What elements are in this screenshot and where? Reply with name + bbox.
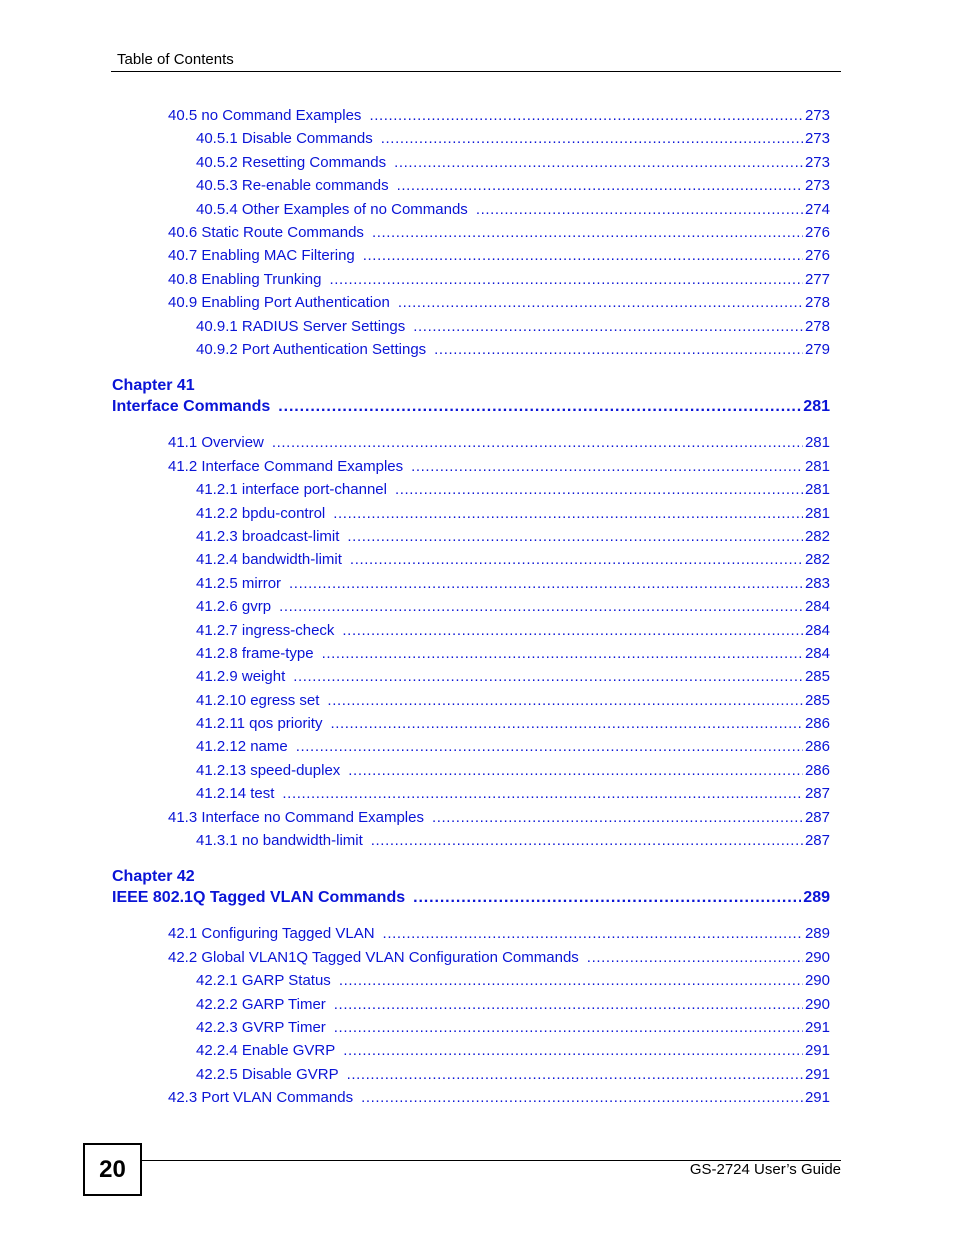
toc-entry-41-2-5[interactable] xyxy=(196,574,830,594)
toc-entry-41-2-8[interactable] xyxy=(196,644,830,664)
toc-entry-label: 40.8 Enabling Trunking xyxy=(168,271,322,288)
dot-leader xyxy=(395,480,803,500)
toc-entry-page: 284 xyxy=(804,645,830,662)
toc-entry-41-2-13[interactable] xyxy=(196,761,830,781)
toc-entry-label: 40.9.1 RADIUS Server Settings xyxy=(196,318,406,335)
dot-leader xyxy=(413,888,801,908)
toc-entry-41-1[interactable] xyxy=(168,433,830,453)
toc-entry-41-2-14[interactable] xyxy=(196,784,830,804)
toc-entry-page: 291 xyxy=(804,1066,830,1083)
dot-leader xyxy=(397,176,803,196)
dot-leader xyxy=(394,153,803,173)
toc-entry-label: 42.2.5 Disable GVRP xyxy=(196,1066,339,1083)
dot-leader xyxy=(369,106,803,126)
toc-entry-page: 282 xyxy=(804,528,830,545)
toc-entry-label: 41.2.13 speed-duplex xyxy=(196,762,341,779)
dot-leader xyxy=(289,574,803,594)
chapter-42-label[interactable]: Chapter 42 xyxy=(112,868,195,885)
toc-entry-42-2-3[interactable] xyxy=(196,1018,830,1038)
toc-entry-label: 41.2 Interface Command Examples xyxy=(168,458,404,475)
toc-entry-label: 40.9.2 Port Authentication Settings xyxy=(196,341,427,358)
toc-entry-41-3[interactable] xyxy=(168,808,830,828)
toc-entry-42-1[interactable] xyxy=(168,924,830,944)
toc-entry-label: 42.2.4 Enable GVRP xyxy=(196,1042,336,1059)
toc-entry-page: 290 xyxy=(804,972,830,989)
toc-entry-label: 41.2.7 ingress-check xyxy=(196,622,335,639)
toc-entry-page: 286 xyxy=(804,715,830,732)
toc-entry-page: 281 xyxy=(804,481,830,498)
toc-entry-label: 41.2.1 interface port-channel xyxy=(196,481,387,498)
dot-leader xyxy=(343,1041,803,1061)
toc-entry-40-5[interactable] xyxy=(168,106,830,126)
toc-entry-label: 41.3.1 no bandwidth-limit xyxy=(196,832,363,849)
page-number: 20 xyxy=(99,1155,126,1183)
toc-entry-41-2-6[interactable] xyxy=(196,597,830,617)
toc-entry-label: 41.2.3 broadcast-limit xyxy=(196,528,340,545)
toc-entry-label: 41.2.6 gvrp xyxy=(196,598,272,615)
toc-entry-40-9-1[interactable] xyxy=(196,317,830,337)
toc-entry-40-7[interactable] xyxy=(168,246,830,266)
dot-leader xyxy=(272,433,803,453)
dot-leader xyxy=(347,1065,803,1085)
dot-leader xyxy=(342,621,803,641)
toc-entry-42-2[interactable] xyxy=(168,948,830,968)
toc-entry-page: 278 xyxy=(804,294,830,311)
toc-entry-41-2-1[interactable] xyxy=(196,480,830,500)
dot-leader xyxy=(381,129,803,149)
chapter-41-title-entry[interactable] xyxy=(112,397,830,417)
toc-entry-page: 277 xyxy=(804,271,830,288)
dot-leader xyxy=(350,550,803,570)
toc-entry-page: 284 xyxy=(804,598,830,615)
toc-entry-page: 283 xyxy=(804,575,830,592)
toc-entry-41-2-11[interactable] xyxy=(196,714,830,734)
toc-entry-40-8[interactable] xyxy=(168,270,830,290)
toc-entry-page: 289 xyxy=(804,925,830,942)
dot-leader xyxy=(333,504,803,524)
dot-leader xyxy=(339,971,803,991)
dot-leader xyxy=(476,200,803,220)
toc-entry-40-5-3[interactable] xyxy=(196,176,830,196)
toc-entry-page: 290 xyxy=(804,949,830,966)
dot-leader xyxy=(348,761,803,781)
toc-entry-41-2-3[interactable] xyxy=(196,527,830,547)
toc-entry-41-2-12[interactable] xyxy=(196,737,830,757)
dot-leader xyxy=(361,1088,803,1108)
toc-entry-page: 282 xyxy=(804,551,830,568)
running-header-title: Table of Contents xyxy=(117,51,234,68)
toc-entry-41-2[interactable] xyxy=(168,457,830,477)
dot-leader xyxy=(293,667,803,687)
dot-leader xyxy=(432,808,803,828)
toc-entry-41-2-9[interactable] xyxy=(196,667,830,687)
toc-entry-label: 42.2 Global VLAN1Q Tagged VLAN Configuration Commands xyxy=(168,949,579,966)
header-divider xyxy=(111,71,841,72)
toc-entry-label: 40.5.4 Other Examples of no Commands xyxy=(196,201,468,218)
toc-entry-page: 281 xyxy=(804,434,830,451)
toc-entry-label: 41.2.11 qos priority xyxy=(196,715,323,732)
toc-entry-page: 287 xyxy=(804,809,830,826)
toc-entry-page: 274 xyxy=(804,201,830,218)
toc-entry-page: 291 xyxy=(804,1089,830,1106)
toc-entry-label: 41.2.2 bpdu-control xyxy=(196,505,326,522)
toc-entry-page: 281 xyxy=(804,458,830,475)
toc-entry-41-3-1[interactable] xyxy=(196,831,830,851)
toc-entry-42-2-2[interactable] xyxy=(196,995,830,1015)
toc-entry-page: 291 xyxy=(804,1042,830,1059)
dot-leader xyxy=(327,691,803,711)
toc-entry-label: 42.3 Port VLAN Commands xyxy=(168,1089,354,1106)
chapter-page: 289 xyxy=(803,889,830,906)
toc-entry-page: 291 xyxy=(804,1019,830,1036)
toc-entry-label: 41.2.4 bandwidth-limit xyxy=(196,551,342,568)
toc-entry-page: 281 xyxy=(804,505,830,522)
toc-entry-page: 286 xyxy=(804,762,830,779)
toc-entry-page: 276 xyxy=(804,247,830,264)
toc-entry-page: 279 xyxy=(804,341,830,358)
toc-entry-label: 41.2.14 test xyxy=(196,785,275,802)
toc-entry-41-2-7[interactable] xyxy=(196,621,830,641)
toc-entry-label: 42.2.3 GVRP Timer xyxy=(196,1019,326,1036)
toc-entry-label: 41.2.10 egress set xyxy=(196,692,320,709)
toc-entry-41-2-2[interactable] xyxy=(196,504,830,524)
toc-entry-label: 41.3 Interface no Command Examples xyxy=(168,809,424,826)
toc-entry-42-2-1[interactable] xyxy=(196,971,830,991)
toc-entry-label: 40.7 Enabling MAC Filtering xyxy=(168,247,355,264)
dot-leader xyxy=(413,317,803,337)
dot-leader xyxy=(434,340,803,360)
toc-entry-page: 273 xyxy=(804,107,830,124)
toc-entry-label: 41.2.5 mirror xyxy=(196,575,282,592)
toc-entry-page: 287 xyxy=(804,832,830,849)
toc-entry-41-2-10[interactable] xyxy=(196,691,830,711)
dot-leader xyxy=(334,1018,803,1038)
toc-entry-label: 42.1 Configuring Tagged VLAN xyxy=(168,925,375,942)
dot-leader xyxy=(278,397,801,417)
toc-entry-40-9[interactable] xyxy=(168,293,830,313)
chapter-title: IEEE 802.1Q Tagged VLAN Commands xyxy=(112,889,406,906)
footer-guide-name: GS-2724 User’s Guide xyxy=(689,1161,841,1178)
dot-leader xyxy=(322,644,803,664)
toc-entry-42-2-4[interactable] xyxy=(196,1041,830,1061)
toc-entry-40-9-2[interactable] xyxy=(196,340,830,360)
page-number-box xyxy=(83,1143,142,1196)
dot-leader xyxy=(587,948,803,968)
dot-leader xyxy=(371,831,803,851)
toc-entry-41-2-4[interactable] xyxy=(196,550,830,570)
toc-entry-page: 273 xyxy=(804,177,830,194)
toc-entry-label: 41.1 Overview xyxy=(168,434,264,451)
toc-entry-label: 40.5 no Command Examples xyxy=(168,107,362,124)
dot-leader xyxy=(372,223,803,243)
toc-entry-40-5-2[interactable] xyxy=(196,153,830,173)
toc-entry-label: 40.5.3 Re-enable commands xyxy=(196,177,389,194)
chapter-41-label[interactable]: Chapter 41 xyxy=(112,377,195,394)
toc-entry-page: 284 xyxy=(804,622,830,639)
dot-leader xyxy=(334,995,803,1015)
dot-leader xyxy=(347,527,803,547)
toc-entry-page: 285 xyxy=(804,692,830,709)
toc-entry-page: 273 xyxy=(804,154,830,171)
toc-entry-label: 42.2.1 GARP Status xyxy=(196,972,331,989)
toc-entry-40-5-4[interactable] xyxy=(196,200,830,220)
toc-entry-page: 290 xyxy=(804,996,830,1013)
toc-entry-40-6[interactable] xyxy=(168,223,830,243)
toc-entry-label: 41.2.12 name xyxy=(196,738,288,755)
chapter-title: Interface Commands xyxy=(112,398,271,415)
toc-entry-page: 278 xyxy=(804,318,830,335)
toc-entry-42-3[interactable] xyxy=(168,1088,830,1108)
dot-leader xyxy=(383,924,803,944)
dot-leader xyxy=(363,246,803,266)
toc-entry-label: 40.6 Static Route Commands xyxy=(168,224,364,241)
toc-entry-label: 42.2.2 GARP Timer xyxy=(196,996,326,1013)
dot-leader xyxy=(329,270,803,290)
toc-entry-page: 285 xyxy=(804,668,830,685)
dot-leader xyxy=(411,457,803,477)
toc-entry-page: 287 xyxy=(804,785,830,802)
toc-entry-page: 286 xyxy=(804,738,830,755)
toc-entry-40-5-1[interactable] xyxy=(196,129,830,149)
chapter-42-title-entry[interactable] xyxy=(112,888,830,908)
toc-entry-page: 273 xyxy=(804,130,830,147)
toc-entry-label: 41.2.8 frame-type xyxy=(196,645,314,662)
toc-entry-label: 40.5.2 Resetting Commands xyxy=(196,154,387,171)
dot-leader xyxy=(282,784,803,804)
dot-leader xyxy=(279,597,803,617)
toc-entry-label: 40.5.1 Disable Commands xyxy=(196,130,373,147)
dot-leader xyxy=(330,714,803,734)
toc-entry-page: 276 xyxy=(804,224,830,241)
chapter-page: 281 xyxy=(803,398,830,415)
toc-entry-label: 40.9 Enabling Port Authentication xyxy=(168,294,390,311)
toc-entry-label: 41.2.9 weight xyxy=(196,668,286,685)
dot-leader xyxy=(398,293,803,313)
toc-entry-42-2-5[interactable] xyxy=(196,1065,830,1085)
dot-leader xyxy=(296,737,803,757)
